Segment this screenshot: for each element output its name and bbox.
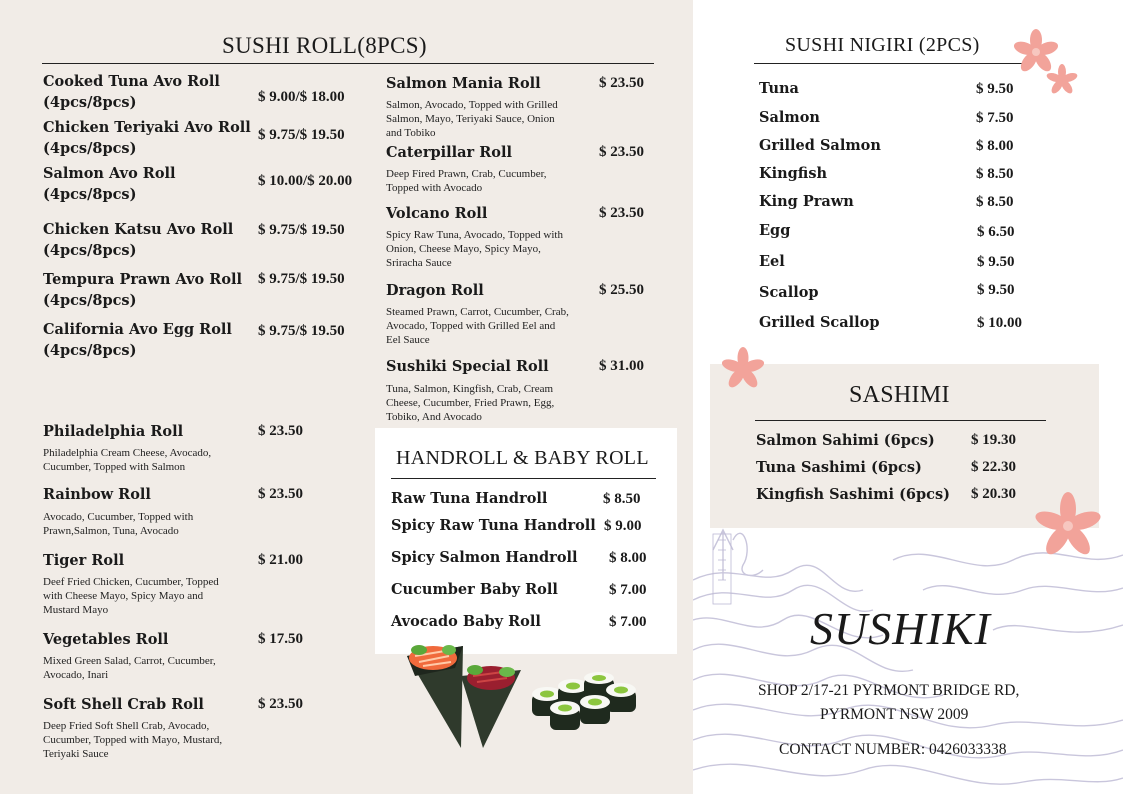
handroll-name: Spicy Raw Tuna Handroll [391,517,596,534]
item-name: Chicken Teriyaki Avo Roll (4pcs/8pcs) [43,119,251,157]
item-price: $ 9.75/$ 19.50 [258,222,345,238]
roll-item [43,219,233,261]
item-name: Tempura Prawn Avo Roll (4pcs/8pcs) [43,271,243,309]
roll-item [43,71,220,113]
item-name: Philadelphia Roll [43,423,184,440]
item-price: $ 17.50 [258,631,303,647]
item-name: California Avo Egg Roll (4pcs/8pcs) [43,321,232,359]
item-name: Rainbow Roll [43,486,151,503]
item-name: Dragon Roll [386,282,484,299]
sakura-flower-icon [1030,488,1106,564]
item-price: $ 9.75/$ 19.50 [258,323,345,339]
contact-number: CONTACT NUMBER: 0426033338 [779,741,1007,758]
sashimi-title: SASHIMI [849,382,950,408]
handroll-illustration [405,636,530,754]
item-name: Tiger Roll [43,552,125,569]
item-price: $ 23.50 [258,486,303,502]
item-description: Deep Fried Soft Shell Crab, Avocado, Cucumber, Topped with Mayo, Mustard, Teriyaki Sauce [43,720,223,760]
sashimi-name: Tuna Sashimi (6pcs) [756,459,922,476]
nigiri-price: $ 8.00 [976,138,1014,154]
handroll-price: $ 7.00 [609,614,647,630]
roll-item [43,117,251,159]
item-description: Salmon, Avocado, Topped with Grilled Salmon, Mayo, Teriyaki Sauce, Onion and Tobiko [386,99,558,139]
item-price: $ 10.00/$ 20.00 [258,173,353,189]
sushi-roll-rule [42,63,654,64]
item-description: Philadelphia Cream Cheese, Avocado, Cucumber, Topped with Salmon [43,447,212,473]
nigiri-name: Eel [759,253,785,270]
item-name: Chicken Katsu Avo Roll (4pcs/8pcs) [43,221,234,259]
nigiri-name: Tuna [759,80,799,97]
handroll-name: Spicy Salmon Handroll [391,549,578,566]
item-name: Caterpillar Roll [386,144,512,161]
roll-item [43,163,176,205]
nigiri-price: $ 8.50 [976,166,1014,182]
sashimi-rule [755,420,1046,421]
item-name: Salmon Avo Roll (4pcs/8pcs) [43,165,176,203]
sashimi-price: $ 19.30 [971,432,1016,448]
item-price: $ 9.00/$ 18.00 [258,89,345,105]
item-name: Volcano Roll [386,205,488,222]
sashimi-price: $ 20.30 [971,486,1016,502]
item-description: Avocado, Cucumber, Topped with Prawn,Salmon, Tuna, Avocado [43,511,194,537]
sushi-roll-title: SUSHI ROLL(8PCS) [222,33,427,58]
item-name: Cooked Tuna Avo Roll (4pcs/8pcs) [43,73,220,111]
maki-rolls-illustration [528,672,640,734]
brand-name: SUSHIKI [810,603,991,654]
nigiri-name: Scallop [759,284,819,301]
nigiri-price: $ 10.00 [977,315,1022,331]
item-name: Vegetables Roll [43,631,169,648]
nigiri-price: $ 6.50 [977,224,1015,240]
nigiri-title: SUSHI NIGIRI (2PCS) [785,34,980,56]
sakura-flower-icon [1010,28,1080,100]
nigiri-price: $ 7.50 [976,110,1014,126]
item-name: Salmon Mania Roll [386,75,541,92]
nigiri-name: King Prawn [759,193,854,210]
nigiri-name: Grilled Scallop [759,314,880,331]
item-description: Tuna, Salmon, Kingfish, Crab, Cream Cheese, Cucumber, Fried Prawn, Egg, Tobiko, And Avocado [386,383,555,423]
handroll-title: HANDROLL & BABY ROLL [396,447,649,469]
sashimi-name: Kingfish Sashimi (6pcs) [756,486,951,503]
item-description: Steamed Prawn, Carrot, Cucumber, Crab, Avocado, Topped with Grilled Eel and Eel Sauce [386,306,569,346]
sakura-flower-icon [718,344,768,394]
nigiri-name: Egg [759,222,791,239]
roll-item [43,269,242,311]
item-price: $ 23.50 [599,205,644,221]
roll-item [43,319,232,361]
item-description: Deef Fried Chicken, Cucumber, Topped with Cheese Mayo, Spicy Mayo and Mustard Mayo [43,576,219,616]
nigiri-name: Salmon [759,109,820,126]
item-price: $ 9.75/$ 19.50 [258,127,345,143]
nigiri-rule [754,63,1027,64]
item-price: $ 23.50 [599,75,644,91]
sashimi-price: $ 22.30 [971,459,1016,475]
handroll-rule [391,478,656,479]
nigiri-name: Kingfish [759,165,828,182]
handroll-price: $ 8.50 [603,491,641,507]
item-name: Soft Shell Crab Roll [43,696,204,713]
handroll-price: $ 8.00 [609,550,647,566]
handroll-name: Cucumber Baby Roll [391,581,558,598]
nigiri-price: $ 9.50 [976,81,1014,97]
item-price: $ 23.50 [258,696,303,712]
address-line-1: SHOP 2/17-21 PYRMONT BRIDGE RD, [758,682,1020,699]
item-price: $ 23.50 [599,144,644,160]
item-description: Mixed Green Salad, Carrot, Cucumber, Avocado, Inari [43,655,216,681]
item-description: Spicy Raw Tuna, Avocado, Topped with Onion, Cheese Mayo, Spicy Mayo, Sriracha Sauce [386,229,563,269]
item-description: Deep Fired Prawn, Crab, Cucumber, Topped with Avocado [386,168,547,194]
item-price: $ 23.50 [258,423,303,439]
sashimi-name: Salmon Sahimi (6pcs) [756,432,935,449]
item-price: $ 25.50 [599,282,644,298]
nigiri-price: $ 8.50 [976,194,1014,210]
handroll-name: Raw Tuna Handroll [391,490,548,507]
address-line-2: PYRMONT NSW 2009 [820,706,969,723]
handroll-name: Avocado Baby Roll [391,613,541,630]
item-price: $ 31.00 [599,358,644,374]
handroll-price: $ 9.00 [604,518,642,534]
nigiri-price: $ 9.50 [977,254,1015,270]
nigiri-price: $ 9.50 [977,282,1015,298]
item-name: Sushiki Special Roll [386,358,549,375]
item-price: $ 21.00 [258,552,303,568]
nigiri-name: Grilled Salmon [759,137,881,154]
handroll-price: $ 7.00 [609,582,647,598]
item-price: $ 9.75/$ 19.50 [258,271,345,287]
